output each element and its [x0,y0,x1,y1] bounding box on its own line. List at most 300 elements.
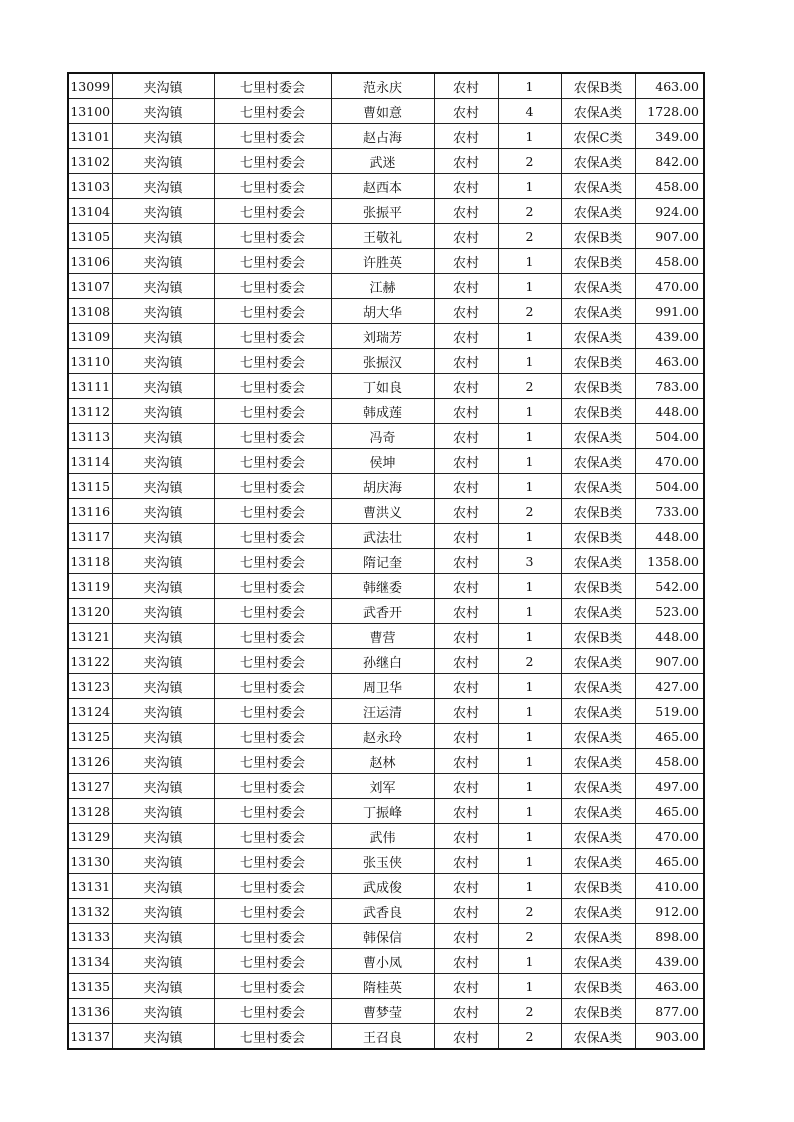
household-type-cell: 农村 [434,624,498,649]
town-cell: 夹沟镇 [112,949,214,974]
family-size-cell: 3 [498,549,561,574]
table-row [68,99,704,124]
family-size-cell: 1 [498,449,561,474]
table-row [68,424,704,449]
town-cell: 夹沟镇 [112,274,214,299]
village-committee-cell: 七里村委会 [214,749,331,774]
amount-cell: 439.00 [635,949,704,974]
table-row [68,624,704,649]
name-cell: 丁振峰 [331,799,434,824]
family-size-cell: 1 [498,949,561,974]
row-id-cell: 13118 [68,549,112,574]
name-cell: 赵占海 [331,124,434,149]
name-cell: 武伟 [331,824,434,849]
name-cell: 刘瑞芳 [331,324,434,349]
household-type-cell: 农村 [434,199,498,224]
insurance-category-cell: 农保A类 [561,424,635,449]
row-id-cell: 13122 [68,649,112,674]
insurance-category-cell: 农保B类 [561,524,635,549]
insurance-category-cell: 农保A类 [561,99,635,124]
insurance-category-cell: 农保A类 [561,849,635,874]
village-committee-cell: 七里村委会 [214,874,331,899]
insurance-category-cell: 农保A类 [561,724,635,749]
amount-cell: 470.00 [635,274,704,299]
amount-cell: 465.00 [635,799,704,824]
name-cell: 张玉侠 [331,849,434,874]
name-cell: 孙继白 [331,649,434,674]
row-id-cell: 13117 [68,524,112,549]
table-row [68,749,704,774]
table-row [68,724,704,749]
family-size-cell: 2 [498,924,561,949]
table-row [68,924,704,949]
insurance-category-cell: 农保A类 [561,799,635,824]
row-id-cell: 13105 [68,224,112,249]
row-id-cell: 13110 [68,349,112,374]
amount-cell: 448.00 [635,524,704,549]
village-committee-cell: 七里村委会 [214,449,331,474]
name-cell: 王召良 [331,1024,434,1050]
family-size-cell: 1 [498,749,561,774]
name-cell: 武香开 [331,599,434,624]
household-type-cell: 农村 [434,574,498,599]
insurance-category-cell: 农保B类 [561,374,635,399]
insurance-category-cell: 农保A类 [561,949,635,974]
village-committee-cell: 七里村委会 [214,549,331,574]
village-committee-cell: 七里村委会 [214,799,331,824]
table-row [68,199,704,224]
village-committee-cell: 七里村委会 [214,999,331,1024]
family-size-cell: 2 [498,374,561,399]
amount-cell: 448.00 [635,624,704,649]
row-id-cell: 13135 [68,974,112,999]
village-committee-cell: 七里村委会 [214,474,331,499]
table-row [68,849,704,874]
village-committee-cell: 七里村委会 [214,399,331,424]
family-size-cell: 2 [498,224,561,249]
town-cell: 夹沟镇 [112,224,214,249]
village-committee-cell: 七里村委会 [214,974,331,999]
amount-cell: 458.00 [635,749,704,774]
row-id-cell: 13109 [68,324,112,349]
village-committee-cell: 七里村委会 [214,299,331,324]
amount-cell: 463.00 [635,974,704,999]
family-size-cell: 2 [498,899,561,924]
table-row [68,999,704,1024]
row-id-cell: 13131 [68,874,112,899]
town-cell: 夹沟镇 [112,774,214,799]
village-committee-cell: 七里村委会 [214,699,331,724]
row-id-cell: 13125 [68,724,112,749]
amount-cell: 504.00 [635,424,704,449]
village-committee-cell: 七里村委会 [214,249,331,274]
household-type-cell: 农村 [434,499,498,524]
town-cell: 夹沟镇 [112,649,214,674]
name-cell: 范永庆 [331,73,434,99]
village-committee-cell: 七里村委会 [214,324,331,349]
amount-cell: 1728.00 [635,99,704,124]
name-cell: 赵永玲 [331,724,434,749]
row-id-cell: 13136 [68,999,112,1024]
amount-cell: 448.00 [635,399,704,424]
town-cell: 夹沟镇 [112,73,214,99]
table-row [68,699,704,724]
name-cell: 刘军 [331,774,434,799]
name-cell: 曹营 [331,624,434,649]
village-committee-cell: 七里村委会 [214,124,331,149]
town-cell: 夹沟镇 [112,699,214,724]
row-id-cell: 13101 [68,124,112,149]
insurance-category-cell: 农保A类 [561,149,635,174]
village-committee-cell: 七里村委会 [214,899,331,924]
table-row [68,974,704,999]
town-cell: 夹沟镇 [112,1024,214,1050]
row-id-cell: 13108 [68,299,112,324]
row-id-cell: 13127 [68,774,112,799]
household-type-cell: 农村 [434,974,498,999]
table-row [68,899,704,924]
household-type-cell: 农村 [434,349,498,374]
town-cell: 夹沟镇 [112,749,214,774]
family-size-cell: 2 [498,299,561,324]
amount-cell: 912.00 [635,899,704,924]
family-size-cell: 1 [498,599,561,624]
table-row [68,499,704,524]
town-cell: 夹沟镇 [112,624,214,649]
row-id-cell: 13128 [68,799,112,824]
amount-cell: 463.00 [635,73,704,99]
town-cell: 夹沟镇 [112,124,214,149]
table-row [68,774,704,799]
insurance-category-cell: 农保A类 [561,899,635,924]
town-cell: 夹沟镇 [112,499,214,524]
name-cell: 胡庆海 [331,474,434,499]
name-cell: 韩成莲 [331,399,434,424]
relief-roster-table [67,72,705,1050]
name-cell: 王敬礼 [331,224,434,249]
household-type-cell: 农村 [434,749,498,774]
town-cell: 夹沟镇 [112,174,214,199]
town-cell: 夹沟镇 [112,149,214,174]
household-type-cell: 农村 [434,224,498,249]
amount-cell: 1358.00 [635,549,704,574]
family-size-cell: 1 [498,724,561,749]
row-id-cell: 13119 [68,574,112,599]
town-cell: 夹沟镇 [112,474,214,499]
name-cell: 隋记奎 [331,549,434,574]
household-type-cell: 农村 [434,899,498,924]
family-size-cell: 1 [498,774,561,799]
insurance-category-cell: 农保A类 [561,649,635,674]
name-cell: 武成俊 [331,874,434,899]
town-cell: 夹沟镇 [112,924,214,949]
village-committee-cell: 七里村委会 [214,499,331,524]
row-id-cell: 13113 [68,424,112,449]
household-type-cell: 农村 [434,249,498,274]
table-row [68,824,704,849]
amount-cell: 877.00 [635,999,704,1024]
amount-cell: 542.00 [635,574,704,599]
village-committee-cell: 七里村委会 [214,574,331,599]
insurance-category-cell: 农保B类 [561,224,635,249]
village-committee-cell: 七里村委会 [214,824,331,849]
family-size-cell: 4 [498,99,561,124]
insurance-category-cell: 农保A类 [561,274,635,299]
village-committee-cell: 七里村委会 [214,99,331,124]
family-size-cell: 1 [498,799,561,824]
household-type-cell: 农村 [434,699,498,724]
table-row [68,599,704,624]
family-size-cell: 1 [498,174,561,199]
name-cell: 曹洪义 [331,499,434,524]
family-size-cell: 1 [498,73,561,99]
household-type-cell: 农村 [434,73,498,99]
insurance-category-cell: 农保B类 [561,499,635,524]
household-type-cell: 农村 [434,799,498,824]
table-row [68,324,704,349]
row-id-cell: 13115 [68,474,112,499]
insurance-category-cell: 农保A类 [561,749,635,774]
family-size-cell: 1 [498,324,561,349]
insurance-category-cell: 农保A类 [561,774,635,799]
name-cell: 张振汉 [331,349,434,374]
family-size-cell: 1 [498,624,561,649]
amount-cell: 349.00 [635,124,704,149]
town-cell: 夹沟镇 [112,349,214,374]
village-committee-cell: 七里村委会 [214,424,331,449]
village-committee-cell: 七里村委会 [214,599,331,624]
table-row [68,574,704,599]
insurance-category-cell: 农保B类 [561,624,635,649]
row-id-cell: 13111 [68,374,112,399]
row-id-cell: 13104 [68,199,112,224]
town-cell: 夹沟镇 [112,424,214,449]
town-cell: 夹沟镇 [112,374,214,399]
name-cell: 武法壮 [331,524,434,549]
row-id-cell: 13116 [68,499,112,524]
village-committee-cell: 七里村委会 [214,724,331,749]
household-type-cell: 农村 [434,824,498,849]
name-cell: 侯坤 [331,449,434,474]
household-type-cell: 农村 [434,949,498,974]
row-id-cell: 13124 [68,699,112,724]
household-type-cell: 农村 [434,124,498,149]
family-size-cell: 1 [498,874,561,899]
village-committee-cell: 七里村委会 [214,849,331,874]
household-type-cell: 农村 [434,549,498,574]
insurance-category-cell: 农保B类 [561,574,635,599]
name-cell: 胡大华 [331,299,434,324]
table-row [68,1024,704,1050]
family-size-cell: 1 [498,674,561,699]
town-cell: 夹沟镇 [112,899,214,924]
insurance-category-cell: 农保B类 [561,399,635,424]
insurance-category-cell: 农保A类 [561,549,635,574]
table-row [68,124,704,149]
village-committee-cell: 七里村委会 [214,649,331,674]
insurance-category-cell: 农保A类 [561,924,635,949]
amount-cell: 907.00 [635,224,704,249]
household-type-cell: 农村 [434,274,498,299]
table-row [68,949,704,974]
row-id-cell: 13106 [68,249,112,274]
row-id-cell: 13123 [68,674,112,699]
family-size-cell: 2 [498,499,561,524]
insurance-category-cell: 农保C类 [561,124,635,149]
family-size-cell: 2 [498,649,561,674]
table-row [68,73,704,99]
household-type-cell: 农村 [434,424,498,449]
household-type-cell: 农村 [434,774,498,799]
amount-cell: 903.00 [635,1024,704,1050]
amount-cell: 783.00 [635,374,704,399]
table-row [68,174,704,199]
family-size-cell: 2 [498,199,561,224]
household-type-cell: 农村 [434,599,498,624]
family-size-cell: 1 [498,474,561,499]
town-cell: 夹沟镇 [112,799,214,824]
household-type-cell: 农村 [434,849,498,874]
insurance-category-cell: 农保A类 [561,299,635,324]
village-committee-cell: 七里村委会 [214,924,331,949]
name-cell: 赵西本 [331,174,434,199]
name-cell: 周卫华 [331,674,434,699]
amount-cell: 458.00 [635,249,704,274]
name-cell: 武迷 [331,149,434,174]
family-size-cell: 1 [498,699,561,724]
town-cell: 夹沟镇 [112,99,214,124]
household-type-cell: 农村 [434,474,498,499]
household-type-cell: 农村 [434,724,498,749]
amount-cell: 465.00 [635,849,704,874]
village-committee-cell: 七里村委会 [214,224,331,249]
household-type-cell: 农村 [434,999,498,1024]
amount-cell: 458.00 [635,174,704,199]
row-id-cell: 13121 [68,624,112,649]
name-cell: 冯奇 [331,424,434,449]
name-cell: 江赫 [331,274,434,299]
amount-cell: 842.00 [635,149,704,174]
village-committee-cell: 七里村委会 [214,349,331,374]
family-size-cell: 1 [498,524,561,549]
table-row [68,299,704,324]
town-cell: 夹沟镇 [112,399,214,424]
amount-cell: 497.00 [635,774,704,799]
row-id-cell: 13100 [68,99,112,124]
village-committee-cell: 七里村委会 [214,374,331,399]
table-row [68,249,704,274]
name-cell: 隋桂英 [331,974,434,999]
village-committee-cell: 七里村委会 [214,674,331,699]
amount-cell: 470.00 [635,824,704,849]
insurance-category-cell: 农保A类 [561,449,635,474]
amount-cell: 463.00 [635,349,704,374]
insurance-category-cell: 农保B类 [561,999,635,1024]
family-size-cell: 1 [498,574,561,599]
insurance-category-cell: 农保A类 [561,474,635,499]
household-type-cell: 农村 [434,649,498,674]
insurance-category-cell: 农保A类 [561,674,635,699]
town-cell: 夹沟镇 [112,674,214,699]
amount-cell: 519.00 [635,699,704,724]
row-id-cell: 13102 [68,149,112,174]
table-row [68,149,704,174]
row-id-cell: 13107 [68,274,112,299]
insurance-category-cell: 农保B类 [561,73,635,99]
row-id-cell: 13132 [68,899,112,924]
amount-cell: 504.00 [635,474,704,499]
name-cell: 许胜英 [331,249,434,274]
household-type-cell: 农村 [434,524,498,549]
row-id-cell: 13099 [68,73,112,99]
family-size-cell: 1 [498,849,561,874]
name-cell: 汪运清 [331,699,434,724]
household-type-cell: 农村 [434,874,498,899]
amount-cell: 523.00 [635,599,704,624]
table-row [68,349,704,374]
household-type-cell: 农村 [434,374,498,399]
table-body [68,73,704,1049]
town-cell: 夹沟镇 [112,449,214,474]
village-committee-cell: 七里村委会 [214,174,331,199]
household-type-cell: 农村 [434,99,498,124]
household-type-cell: 农村 [434,399,498,424]
household-type-cell: 农村 [434,324,498,349]
village-committee-cell: 七里村委会 [214,149,331,174]
insurance-category-cell: 农保A类 [561,699,635,724]
town-cell: 夹沟镇 [112,849,214,874]
insurance-category-cell: 农保A类 [561,599,635,624]
table-row [68,674,704,699]
amount-cell: 991.00 [635,299,704,324]
village-committee-cell: 七里村委会 [214,1024,331,1050]
table-row [68,549,704,574]
family-size-cell: 1 [498,124,561,149]
table-row [68,474,704,499]
row-id-cell: 13103 [68,174,112,199]
family-size-cell: 1 [498,424,561,449]
name-cell: 韩保信 [331,924,434,949]
family-size-cell: 1 [498,249,561,274]
table-row [68,524,704,549]
table-row [68,649,704,674]
name-cell: 曹如意 [331,99,434,124]
family-size-cell: 1 [498,399,561,424]
family-size-cell: 1 [498,349,561,374]
village-committee-cell: 七里村委会 [214,624,331,649]
town-cell: 夹沟镇 [112,524,214,549]
row-id-cell: 13114 [68,449,112,474]
insurance-category-cell: 农保B类 [561,249,635,274]
amount-cell: 427.00 [635,674,704,699]
household-type-cell: 农村 [434,1024,498,1050]
village-committee-cell: 七里村委会 [214,774,331,799]
family-size-cell: 1 [498,974,561,999]
row-id-cell: 13129 [68,824,112,849]
household-type-cell: 农村 [434,449,498,474]
name-cell: 丁如良 [331,374,434,399]
insurance-category-cell: 农保B类 [561,974,635,999]
row-id-cell: 13137 [68,1024,112,1050]
table-row [68,449,704,474]
household-type-cell: 农村 [434,674,498,699]
table-row [68,274,704,299]
name-cell: 赵林 [331,749,434,774]
amount-cell: 439.00 [635,324,704,349]
town-cell: 夹沟镇 [112,549,214,574]
amount-cell: 907.00 [635,649,704,674]
row-id-cell: 13126 [68,749,112,774]
